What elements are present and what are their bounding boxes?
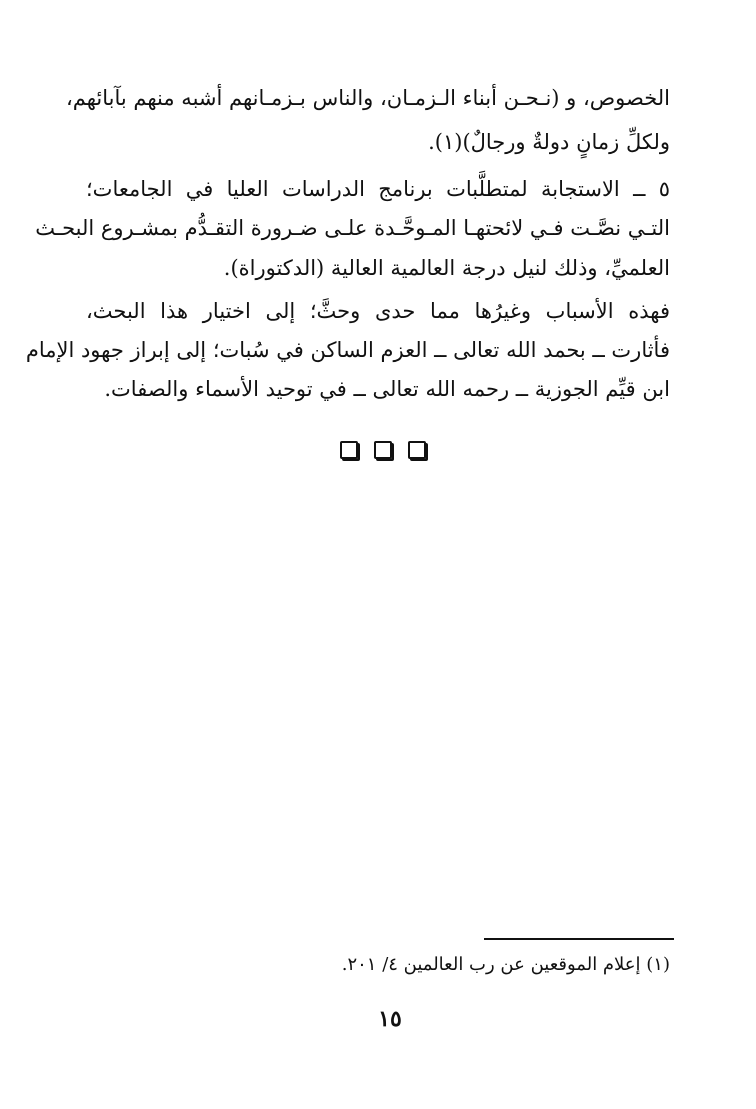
ornament-square-icon [408, 441, 426, 459]
page-number: ١٥ [378, 1006, 402, 1032]
ornament-square-icon [340, 441, 358, 459]
paragraph-3-line-1: فهذه الأسباب وغيرُها مما حدى وحثَّ؛ إلى اختيار هذا البحث، [86, 299, 670, 323]
paragraph-1-line-1: الخصوص، و (نـحـن أبناء الـزمـان، والناس بـزمـانهم أشبه منهم بآبائهم، [65, 86, 670, 110]
paragraph-2-line-3: العلميِّ، وذلك لنيل درجة العالمية العالية (الدكتوراة). [223, 256, 670, 280]
footnote: (١) إعلام الموقعين عن رب العالمين ٤/ ٢٠١. [341, 954, 670, 975]
paragraph-2-line-2: التـي نصَّـت فـي لائحتهـا المـوحَّـدة علـى ضـرورة التقـدُّم بمشـروع البحـث [35, 216, 670, 240]
paragraph-3-line-3: ابن قيِّم الجوزية ــ رحمه الله تعالى ــ في توحيد الأسماء والصفات. [104, 377, 670, 401]
paragraph-3-line-2: فأثارت ــ بحمد الله تعالى ــ العزم الساكن في سُبات؛ إلى إبراز جهود الإمام [25, 338, 670, 362]
ornament-square-icon [374, 441, 392, 459]
footnote-separator [484, 938, 674, 940]
section-ornament [340, 438, 426, 462]
paragraph-1-line-2: ولكلِّ زمانٍ دولةٌ ورجالٌ)(١). [428, 130, 670, 154]
paragraph-2-line-1: ٥ ــ الاستجابة لمتطلَّبات برنامج الدراسات العليا في الجامعات؛ [86, 177, 670, 201]
